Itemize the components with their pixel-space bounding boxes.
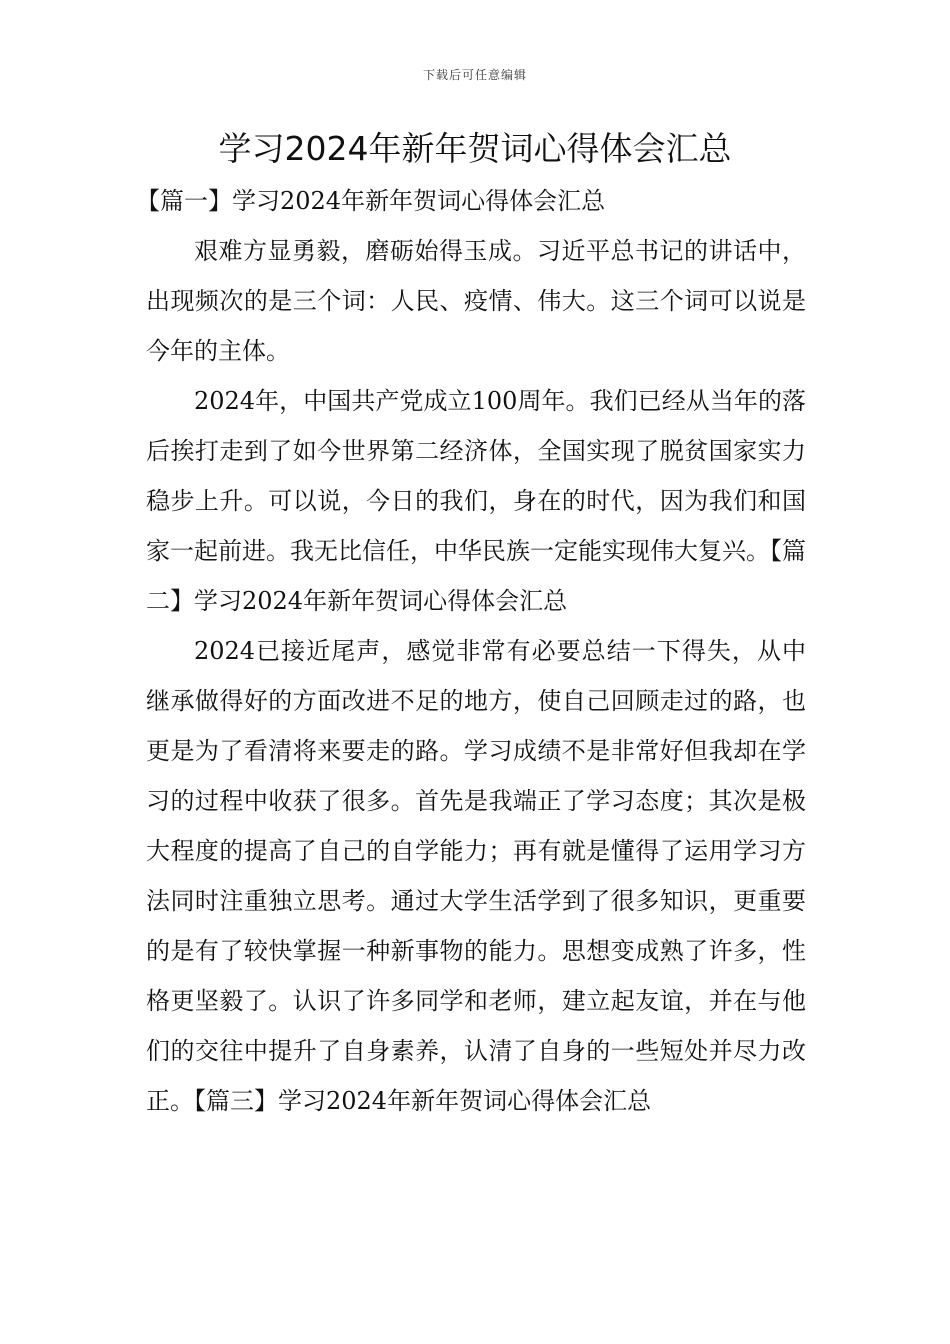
header-note: 下载后可任意编辑 — [422, 68, 527, 82]
section-heading-1: 【篇一】学习2024年新年贺词心得体会汇总 — [136, 187, 606, 215]
paragraph-3: 2024已接近尾声，感觉非常有必要总结一下得失，从中继承做得好的方面改进不足的地方，使自己回顾走过的路，也更是为了看清将来要走的路。学习成绩不是非常好但我却在学习的过程中收获了很多。首先是我端正了学习态度；其次是极大程度的提高了自己的自学能力；再有就是懂得了运用学习方法同时注重独立思考。通过大学生活学到了很多知识，更重要的是有了较快掌握一种新事物的能力。思想变成熟了许多，性格更坚毅了。认识了许多同学和老师，建立起友谊，并在与他们的交往中提升了自身素养，认清了自身的一些短处并尽力改正。【篇三】学习2024年新年贺词心得体会汇总 — [146, 637, 806, 1115]
document-body — [136, 176, 806, 1126]
page-title: 学习2024年新年贺词心得体会汇总 — [218, 129, 732, 168]
paragraph-1: 艰难方显勇毅，磨砺始得玉成。习近平总书记的讲话中，出现频次的是三个词：人民、疫情、伟大。这三个词可以说是今年的主体。 — [146, 237, 806, 365]
paragraph-2: 2024年，中国共产党成立100周年。我们已经从当年的落后挨打走到了如今世界第二经济体，全国实现了脱贫国家实力稳步上升。可以说，今日的我们，身在的时代，因为我们和国家一起前进。我无比信任，中华民族一定能实现伟大复兴。【篇二】学习2024年新年贺词心得体会汇总 — [146, 387, 806, 615]
